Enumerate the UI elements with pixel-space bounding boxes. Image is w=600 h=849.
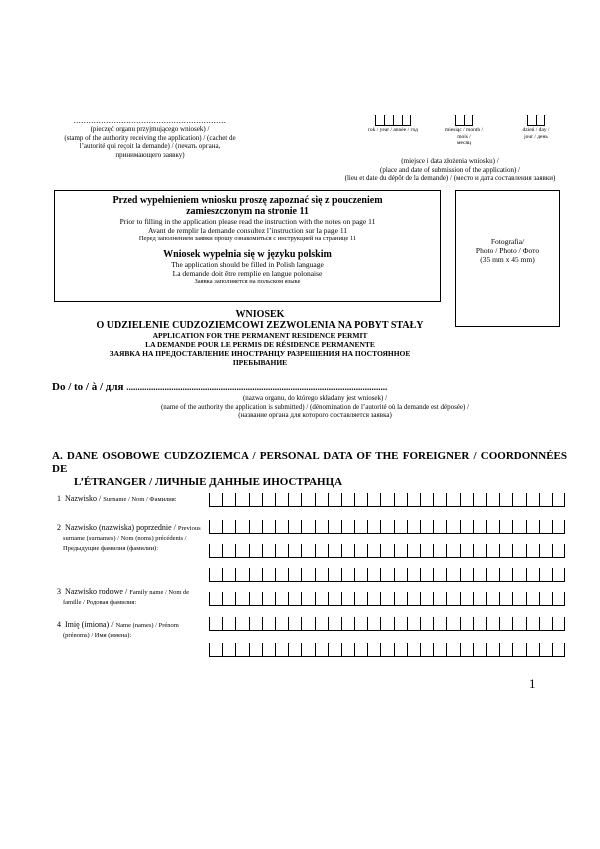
place-date-line-3: (lieu et date du dépôt de la demande) / (место и дата составления заявки)	[344, 174, 556, 182]
section-a-heading	[52, 450, 567, 489]
field-2-label-line-3: Предыдущие фамилия (фамилии):	[63, 545, 159, 552]
authority-label-1: (pieczęć organu przyjmującego wniosek) /	[90, 125, 210, 133]
date-year-label: rok / year / année / год	[368, 127, 418, 133]
field-3-label-small: Family name / Nom de	[129, 589, 190, 596]
previous-surname-grid-3[interactable]	[209, 568, 565, 582]
date-month-label-1: miesiąc / month / mois /	[444, 127, 484, 140]
previous-surname-grid-1[interactable]	[209, 520, 565, 534]
field-3-label-main: Nazwisko rodowe /	[65, 587, 130, 596]
authority-label-4: принимающего заявку)	[115, 150, 185, 159]
language-fr: La demande doit être remplie en langue polonaise	[172, 268, 323, 278]
language-pl: Wniosek wypełnia się w języku polskim	[163, 248, 332, 260]
previous-surname-grid-2[interactable]	[209, 544, 565, 558]
field-4-label-line-2: (prénoms) / Имя (имена):	[63, 632, 132, 639]
addressee-prefix: Do / to / à / для	[52, 381, 124, 393]
authority-dots: .............................................................	[73, 116, 227, 125]
field-4-number: 4	[57, 620, 61, 629]
instruction-pl-1: Przed wypełnieniem wniosku proszę zapoznać się z pouczeniem	[112, 195, 383, 206]
date-year-field[interactable]	[375, 115, 411, 126]
photo-label-2: Photo / Photo / Фото	[475, 246, 540, 255]
page-number: 1	[529, 676, 536, 691]
addressee-note	[80, 394, 550, 420]
authority-label-3: l’autorité qui reçoit la demande) / (печать органа,	[79, 142, 221, 150]
addressee-note-3: (название органа для которого составляется заявка)	[238, 411, 392, 419]
date-month-label-2: месяц	[457, 140, 471, 146]
date-day-label	[515, 127, 557, 140]
place-date-note	[330, 157, 570, 183]
addressee-line[interactable]	[52, 381, 572, 393]
field-previous-surname-label	[57, 523, 207, 554]
authority-label-2: (stamp of the authority receiving the application) / (cachet de	[64, 133, 236, 142]
place-date-line-2: (place and date of submission of the application) /	[380, 165, 520, 174]
instruction-fr: Avant de remplir la demande consultez l’instruction sur la page 11	[147, 226, 348, 235]
section-a-heading-1: A. DANE OSOBOWE CUDZOZIEMCA / PERSONAL DATA OF THE FOREIGNER / COORDONNÉES DE	[52, 450, 567, 475]
field-surname-label	[57, 494, 207, 505]
title-line-2: O UDZIELENIE CUDZOZIEMCOWI ZEZWOLENIA NA POBYT STAŁY	[96, 320, 424, 331]
field-3-number: 3	[57, 587, 61, 596]
addressee-dots: ....................................................................................................................	[126, 382, 388, 392]
field-family-name-label	[57, 587, 207, 608]
date-month-field[interactable]	[455, 115, 473, 126]
field-2-label-line-2: surname (surnames) / Nom (noms) précédents /	[63, 535, 187, 542]
authority-stamp-block	[40, 116, 260, 159]
instruction-en: Prior to filling in the application please read the instruction with the notes on page 11	[119, 217, 376, 226]
field-4-label-main: Imię (imiona) /	[65, 620, 116, 629]
given-names-grid-2[interactable]	[209, 643, 565, 657]
field-given-names-label	[57, 620, 207, 641]
field-3-label-line-2: famille / Родовая фамилия:	[63, 599, 137, 606]
date-month-label	[440, 127, 488, 147]
section-a-heading-2: L’ÉTRANGER / ЛИЧНЫЕ ДАННЫЕ ИНОСТРАНЦА	[74, 476, 343, 488]
place-date-line-1: (miejsce i data złożenia wniosku) /	[401, 157, 499, 165]
language-ru: Заявка заполняется на польском языке	[194, 277, 301, 285]
surname-input-grid[interactable]	[209, 493, 565, 507]
family-name-grid[interactable]	[209, 592, 565, 606]
photo-label-1: Fotografia/	[490, 237, 525, 246]
date-day-field[interactable]	[527, 115, 545, 126]
title-line-4: LA DEMANDE POUR LE PERMIS DE RÉSIDENCE PERMANENTE	[145, 340, 375, 349]
title-line-3: APPLICATION FOR THE PERMANENT RESIDENCE PERMIT	[152, 331, 368, 340]
instruction-ru: Перед заполнением заявки прошу ознакомиться с инструкцией на странице 11	[138, 235, 357, 242]
title-line-6: ПРЕБЫВАНИЕ	[232, 358, 288, 367]
form-title	[30, 309, 490, 367]
field-2-label-main: Nazwisko (nazwiska) poprzednie /	[65, 523, 178, 532]
field-4-label-small: Name (names) / Prénom	[115, 622, 179, 629]
field-1-label-main: Nazwisko /	[65, 494, 104, 503]
addressee-note-2: (name of the authority the application is submitted) / (dénomination de l’autorité où la demande est déposée) /	[160, 402, 470, 411]
date-day-label-1: dzień / day /	[522, 127, 550, 133]
instruction-pl-2: zamieszczonym na stronie 11	[186, 206, 309, 217]
photo-box[interactable]	[455, 190, 560, 327]
title-line-1: WNIOSEK	[235, 309, 285, 320]
given-names-grid-1[interactable]	[209, 617, 565, 631]
field-1-label-small: Surname / Nom / Фамилия:	[103, 496, 177, 503]
date-day-label-2: jour / день	[524, 133, 548, 140]
photo-label-3: (35 mm x 45 mm)	[480, 255, 535, 264]
language-en: The application should be filled in Polish language	[171, 259, 324, 269]
field-2-label-small: Previous	[177, 525, 201, 532]
title-line-5: ЗАЯВКА НА ПРЕДОСТАВЛЕНИЕ ИНОСТРАНЦУ РАЗРЕШЕНИЯ НА ПОСТОЯННОЕ	[109, 349, 411, 358]
addressee-note-1: (nazwa organu, do którego składany jest wniosek) /	[242, 394, 388, 402]
field-2-number: 2	[57, 523, 61, 532]
field-1-number: 1	[57, 494, 61, 503]
instruction-box	[54, 190, 441, 302]
